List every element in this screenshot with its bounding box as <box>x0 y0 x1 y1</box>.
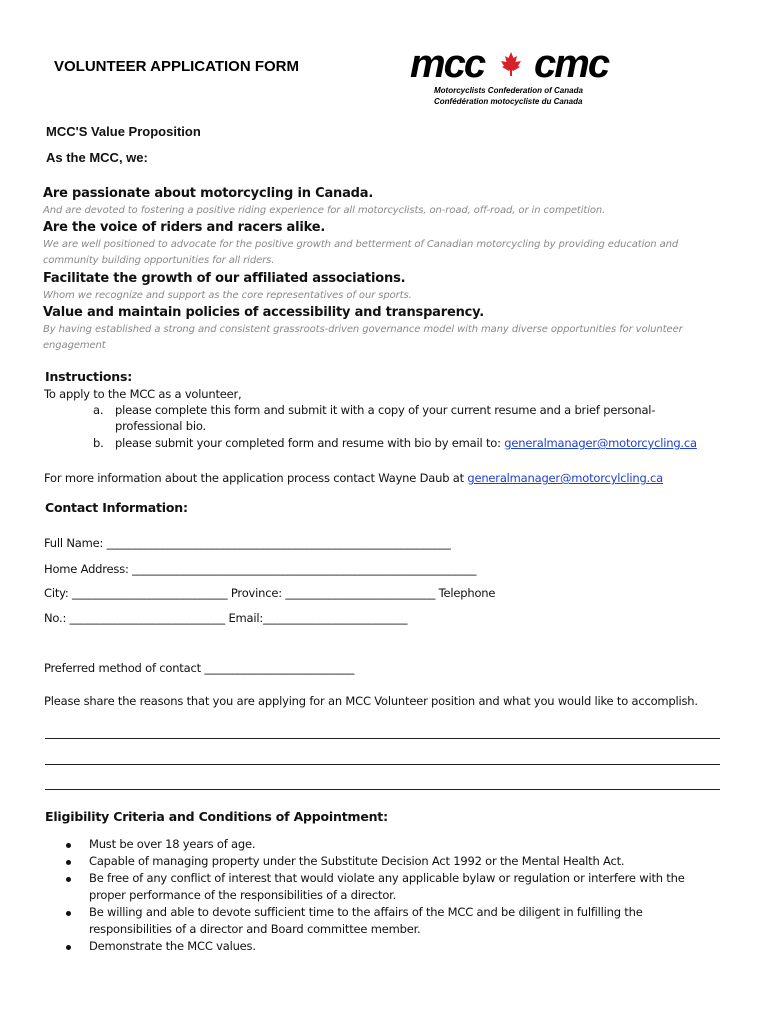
value-item-desc: We are well positioned to advocate for the positive growth and betterment of Canadian motorcycling by providing education and <box>43 239 679 250</box>
eligibility-item: Must be over 18 years of age. <box>89 837 256 851</box>
form-title: VOLUNTEER APPLICATION FORM <box>54 58 299 75</box>
home-address-field[interactable]: Home Address: ______________________________________________________________ <box>44 562 477 576</box>
eligibility-item: Capable of managing property under the Substitute Decision Act 1992 or the Mental Health Act. <box>89 854 625 868</box>
phone-email-field[interactable]: No.: ____________________________ Email:__________________________ <box>44 611 408 625</box>
bullet-icon <box>66 843 71 848</box>
logo-english-name: Motorcyclists Confederation of Canada <box>434 86 583 95</box>
value-item-title: Value and maintain policies of accessibility and transparency. <box>43 305 484 320</box>
instruction-b <box>115 436 697 450</box>
value-item-title: Facilitate the growth of our affiliated associations. <box>43 271 406 286</box>
more-info-text: For more information about the application process contact Wayne Daub at <box>44 471 468 485</box>
eligibility-item: proper performance of the responsibilities of a director. <box>89 888 397 902</box>
city-province-telephone-field[interactable]: City: ____________________________ Province: ___________________________ Telephone <box>44 586 496 600</box>
eligibility-item: responsibilities of a director and Board committee member. <box>89 922 421 936</box>
value-item-title: Are passionate about motorcycling in Canada. <box>43 186 374 201</box>
reasons-prompt: Please share the reasons that you are applying for an MCC Volunteer position and what you would like to accomplish. <box>44 694 698 708</box>
instruction-a-text: professional bio. <box>115 419 206 433</box>
bullet-icon <box>66 877 71 882</box>
logo-french-name: Confédération motocycliste du Canada <box>434 97 583 106</box>
email-link[interactable]: generalmanager@motorcycling.ca <box>504 436 697 450</box>
bullet-icon <box>66 945 71 950</box>
svg-text:mcc: mcc <box>410 44 485 84</box>
value-proposition-intro: As the MCC, we: <box>46 150 148 165</box>
instruction-a-text: please complete this form and submit it with a copy of your current resume and a brief personal- <box>115 403 656 417</box>
contact-heading: Contact Information: <box>45 500 188 515</box>
answer-line[interactable] <box>45 789 720 790</box>
maple-leaf-icon <box>501 52 521 76</box>
value-item-desc: Whom we recognize and support as the core representatives of our sports. <box>43 290 412 301</box>
value-item-desc: By having established a strong and consistent grassroots-driven governance model with many diverse opportunities for volunteer <box>43 324 683 335</box>
instructions-heading: Instructions: <box>45 369 133 384</box>
mcc-cmc-logo <box>410 44 625 108</box>
value-proposition-heading: MCC'S Value Proposition <box>46 124 201 139</box>
more-info <box>44 471 663 485</box>
instruction-b-text: please submit your completed form and resume with bio by email to: <box>115 436 505 450</box>
full-name-field[interactable]: Full Name: ______________________________________________________________ <box>44 536 451 550</box>
answer-line[interactable] <box>45 764 720 765</box>
svg-text:cmc: cmc <box>534 44 609 84</box>
list-marker: b. <box>93 436 104 450</box>
logo-wordmark <box>410 44 625 84</box>
value-item-title: Are the voice of riders and racers alike. <box>43 220 326 235</box>
eligibility-item: Be willing and able to devote sufficient time to the affairs of the MCC and be diligent in fulfilling the <box>89 905 643 919</box>
list-marker: a. <box>93 403 104 417</box>
eligibility-item: Demonstrate the MCC values. <box>89 939 256 953</box>
value-item-desc: And are devoted to fostering a positive riding experience for all motorcyclists, on-road, off-road, or in competition. <box>43 205 606 216</box>
bullet-icon <box>66 860 71 865</box>
eligibility-heading: Eligibility Criteria and Conditions of Appointment: <box>45 809 388 824</box>
instructions-intro: To apply to the MCC as a volunteer, <box>44 387 242 401</box>
value-item-desc: engagement <box>43 340 106 351</box>
answer-line[interactable] <box>45 738 720 739</box>
contact-email-link[interactable]: generalmanager@motorcylcling.ca <box>467 471 663 485</box>
bullet-icon <box>66 911 71 916</box>
eligibility-item: Be free of any conflict of interest that would violate any applicable bylaw or regulation or interfere with the <box>89 871 685 885</box>
value-item-desc: community building opportunities for all riders. <box>43 255 275 266</box>
preferred-contact-field[interactable]: Preferred method of contact ___________________________ <box>44 661 355 675</box>
